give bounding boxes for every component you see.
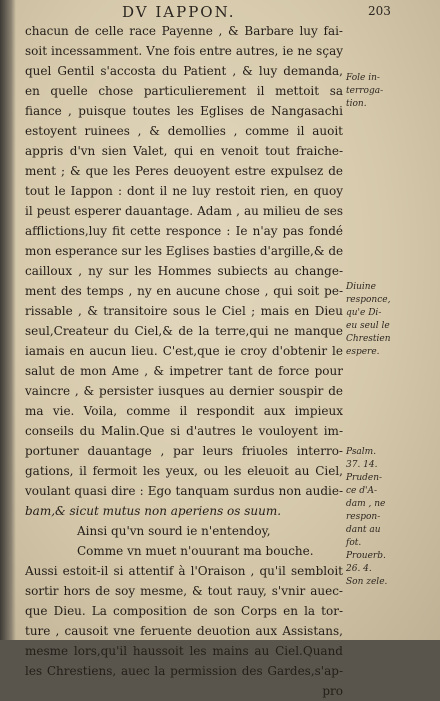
latin-quote-line: bam,& sicut mutus non aperiens os suum. bbox=[25, 504, 282, 518]
text-line: ment ; & que les Peres deuoyent estre expulsez de bbox=[25, 164, 343, 178]
text-line: ment des temps , ny en aucune chose , qui soit pe- bbox=[25, 284, 343, 298]
margin-note: Fole in- terroga- tion. bbox=[346, 73, 384, 109]
running-head: DV IAPPON. bbox=[122, 3, 236, 21]
text-line: que Dieu. La composition de son Corps en la tor- bbox=[25, 604, 343, 618]
text-line: cailloux , ny sur les Hommes subiects au change- bbox=[25, 264, 343, 278]
text-line: chacun de celle race Payenne , & Barbare luy fai- bbox=[25, 24, 343, 38]
text-line: voulant quasi dire : Ego tanquam surdus non audie- bbox=[25, 484, 343, 498]
text-line: estoyent ruinees , & demollies , comme il auoit bbox=[25, 124, 343, 138]
margin-note: Diuine responce, qu'e Di- eu seul le Chrestien espere. bbox=[346, 282, 391, 357]
text-line: rissable , & transitoire sous le Ciel ; mais en Dieu bbox=[25, 304, 343, 318]
page-number: 203 bbox=[368, 4, 391, 18]
text-line: seul,Createur du Ciel,& de la terre,qui ne manque bbox=[25, 324, 343, 338]
text-line: conseils du Malin.Que si d'autres le vouloyent im- bbox=[25, 424, 343, 438]
text-line: ma vie. Voila, comme il respondit aux impieux bbox=[25, 404, 343, 418]
text-line: appris d'vn sien Valet, qui en venoit tout fraiche- bbox=[25, 144, 343, 158]
verse-line: Comme vn muet n'ouurant ma bouche. bbox=[77, 544, 314, 558]
text-line: soit incessamment. Vne fois entre autres, ie ne sçay bbox=[25, 44, 343, 58]
margin-note: Psalm. 37. 14. Pruden- ce d'A- dam , ne respon- dant au fot. Prouerb. 26. 4. Son zele. bbox=[346, 447, 388, 587]
text-line: mon esperance sur les Eglises basties d'argille,& de bbox=[25, 244, 344, 258]
text-line: salut de mon Ame , & impetrer tant de force pour bbox=[25, 364, 343, 378]
page-header bbox=[0, 3, 440, 23]
text-line: afflictions,luy fit cette responce : Ie n'ay pas fondé bbox=[25, 224, 343, 238]
page-gutter-shadow bbox=[0, 0, 16, 640]
text-line: les Chrestiens, auec la permission des Gardes,s'ap- bbox=[25, 664, 343, 678]
text-line: mesme lors,qu'il haussoit les mains au Ciel.Quand bbox=[25, 644, 343, 658]
text-line: Aussi estoit-il si attentif à l'Oraison , qu'il sembloit bbox=[25, 564, 343, 578]
verse-line: Ainsi qu'vn sourd ie n'entendoy, bbox=[77, 524, 271, 538]
text-line: vaincre , & persister iusques au dernier souspir de bbox=[25, 384, 343, 398]
text-line: fiance , puisque toutes les Eglises de Nangasachi bbox=[25, 104, 343, 118]
text-line: ture , causoit vne feruente deuotion aux Assistans, bbox=[25, 624, 343, 638]
text-line: sortir hors de soy mesme, & tout rauy, s'vnir auec- bbox=[25, 584, 343, 598]
body-text bbox=[25, 21, 343, 701]
catchword: pro bbox=[322, 684, 343, 698]
text-line: tout le Iappon : dont il ne luy restoit rien, en quoy bbox=[25, 184, 343, 198]
text-line: en quelle chose particulierement il mettoit sa bbox=[25, 84, 343, 98]
text-line: gations, il fermoit les yeux, ou les eleuoit au Ciel, bbox=[25, 464, 343, 478]
text-line: iamais en aucun lieu. C'est,que ie croy d'obtenir le bbox=[25, 344, 343, 358]
text-line: quel Gentil s'accosta du Patient , & luy demanda, bbox=[25, 64, 343, 78]
text-line: portuner dauantage , par leurs friuoles interro- bbox=[25, 444, 343, 458]
text-line: il peust esperer dauantage. Adam , au milieu de ses bbox=[25, 204, 343, 218]
